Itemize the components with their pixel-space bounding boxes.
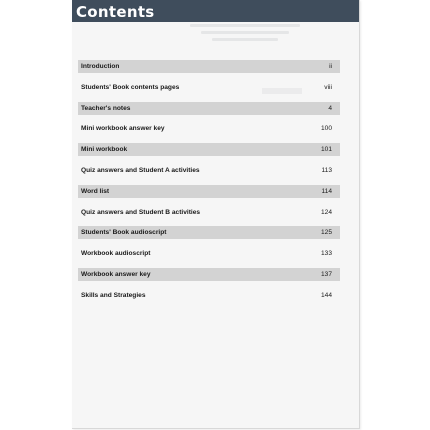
toc-page-number: 144 — [320, 291, 332, 299]
toc-entry-title: Introduction — [81, 63, 120, 70]
toc-entry-title: Workbook audioscript — [81, 250, 151, 258]
toc-entry-title: Quiz answers and Student A activities — [81, 166, 200, 174]
toc-row[interactable] — [78, 226, 340, 239]
toc-row[interactable] — [78, 102, 340, 115]
toc-page-number: viii — [324, 83, 332, 91]
toc-page-number: 133 — [320, 250, 332, 258]
toc-row[interactable] — [78, 206, 340, 219]
toc-entry-title: Teacher's notes — [81, 104, 131, 112]
toc-page-number: 101 — [320, 146, 332, 154]
toc-row[interactable] — [78, 122, 340, 135]
toc-entry-title: Word list — [81, 187, 110, 195]
toc-page-number: 137 — [320, 270, 332, 278]
toc-page-number: 125 — [320, 229, 332, 237]
toc-page-number: ii — [329, 63, 332, 70]
toc-page-number: 113 — [321, 166, 332, 174]
toc-entry-title: Mini workbook answer key — [81, 125, 165, 133]
toc-row[interactable] — [78, 247, 340, 260]
toc-row[interactable] — [78, 143, 340, 156]
toc-row[interactable] — [78, 289, 340, 302]
toc-row[interactable] — [78, 268, 340, 281]
toc-row[interactable] — [78, 60, 340, 73]
toc-page-number: 124 — [320, 208, 332, 216]
page-title: Contents — [76, 3, 155, 21]
document-page — [72, 0, 360, 429]
toc-page-number: 100 — [320, 125, 332, 133]
toc-entry-title: Skills and Strategies — [81, 291, 146, 299]
show-through-text — [190, 24, 300, 54]
contents-header-bar — [72, 0, 359, 22]
toc-entry-title: Students' Book audioscript — [81, 229, 167, 237]
toc-page-number: 114 — [321, 187, 332, 195]
toc-entry-title: Mini workbook — [81, 146, 128, 154]
toc-entry-title: Quiz answers and Student B activities — [81, 208, 201, 216]
toc-entry-title: Workbook answer key — [81, 270, 151, 278]
toc-page-number: 4 — [328, 104, 332, 112]
toc-row[interactable] — [78, 164, 340, 177]
toc-row[interactable] — [78, 81, 340, 94]
table-of-contents — [78, 60, 340, 310]
toc-entry-title: Students' Book contents pages — [81, 83, 180, 91]
toc-row[interactable] — [78, 185, 340, 198]
